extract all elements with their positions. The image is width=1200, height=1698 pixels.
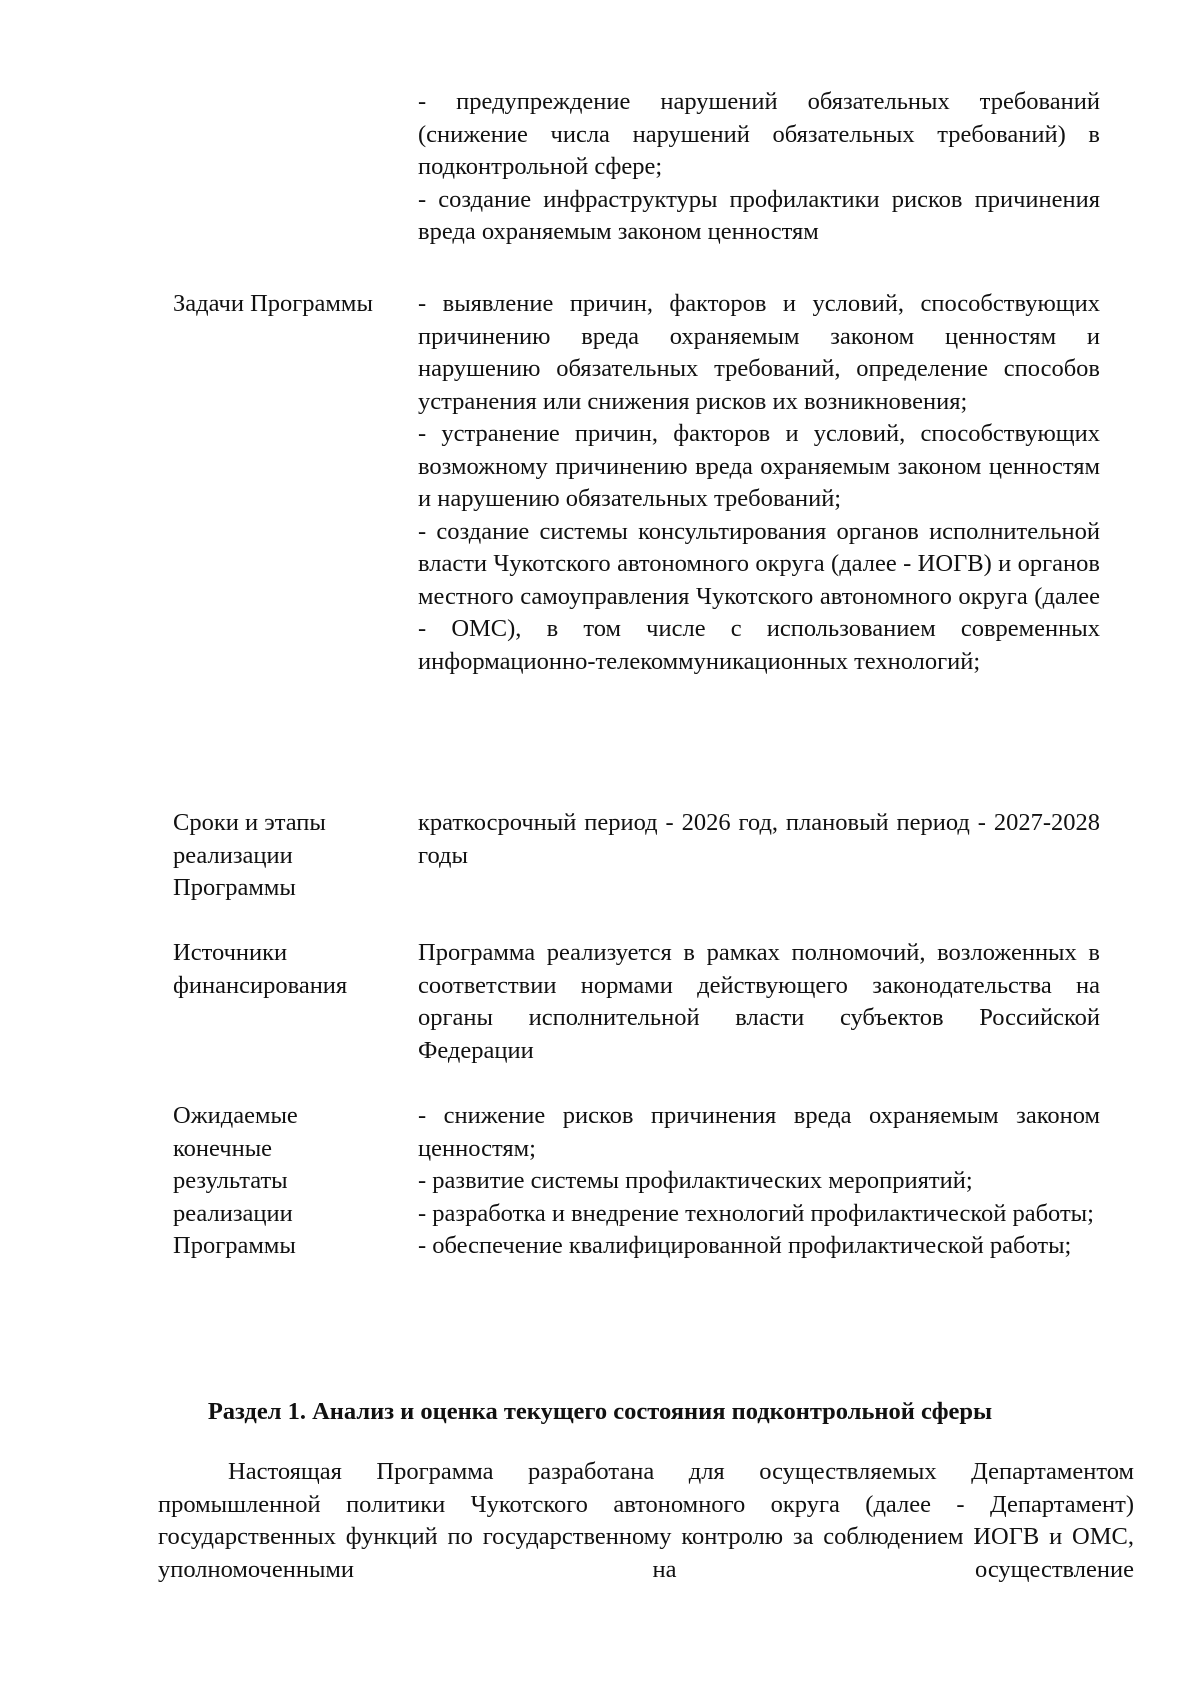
result-item: - развитие системы профилактических мероприятий;	[418, 1167, 973, 1194]
results-label: Ожидаемые конечные результаты реализации Программы	[173, 1102, 298, 1259]
goal-item: - предупреждение нарушений обязательных требований (снижение числа нарушений обязательных требований) в подконтрольной сфере;	[418, 88, 1100, 180]
funding-content	[418, 937, 1100, 1067]
results-content	[418, 1100, 1100, 1263]
section-heading: Раздел 1. Анализ и оценка текущего состояния подконтрольной сферы	[207, 1398, 993, 1425]
funding-text: Программа реализуется в рамках полномочий, возложенных в соответствии нормами действующего законодательства на органы исполнительной власти субъектов Российской Федерации	[418, 939, 1100, 1064]
timing-content	[418, 807, 1100, 872]
task-item: - устранение причин, факторов и условий, способствующих возможному причинению вреда охраняемым законом ценностям и нарушению обязательных требований;	[418, 420, 1100, 512]
tasks-content	[418, 288, 1100, 678]
body-paragraph: Настоящая Программа разработана для осуществляемых Департаментом промышленной политики Чукотского автономного округа (далее - Департамент) государственных функций по государственному контролю за соблюдением ИОГВ и ОМС, уполномоченными на осуществление	[158, 1458, 1134, 1583]
result-item: - обеспечение квалифицированной профилактической работы;	[418, 1232, 1072, 1259]
funding-label: Источники финансирования	[173, 939, 348, 999]
task-item: - создание системы консультирования органов исполнительной власти Чукотского автономного округа (далее - ИОГВ) и органов местного самоуправления Чукотского автономного округа (далее - ОМС), в том числе с использованием современных информационно-телекоммуникационных технологий;	[418, 517, 1100, 675]
result-item: - снижение рисков причинения вреда охраняемым законом ценностям;	[418, 1102, 1100, 1162]
timing-text: краткосрочный период - 2026 год, плановый период - 2027-2028 годы	[418, 809, 1100, 869]
tasks-label: Задачи Программы	[173, 290, 373, 317]
goal-item: - создание инфраструктуры профилактики рисков причинения вреда охраняемым законом ценностям	[418, 185, 1100, 245]
timing-label: Сроки и этапы реализации Программы	[173, 809, 326, 901]
result-item: - разработка и внедрение технологий профилактической работы;	[418, 1199, 1094, 1227]
task-item: - выявление причин, факторов и условий, способствующих причинению вреда охраняемым законом ценностям и нарушению обязательных требований, определение способов устранения или снижения рисков их возникновения;	[418, 290, 1100, 415]
goals-content	[418, 86, 1100, 249]
